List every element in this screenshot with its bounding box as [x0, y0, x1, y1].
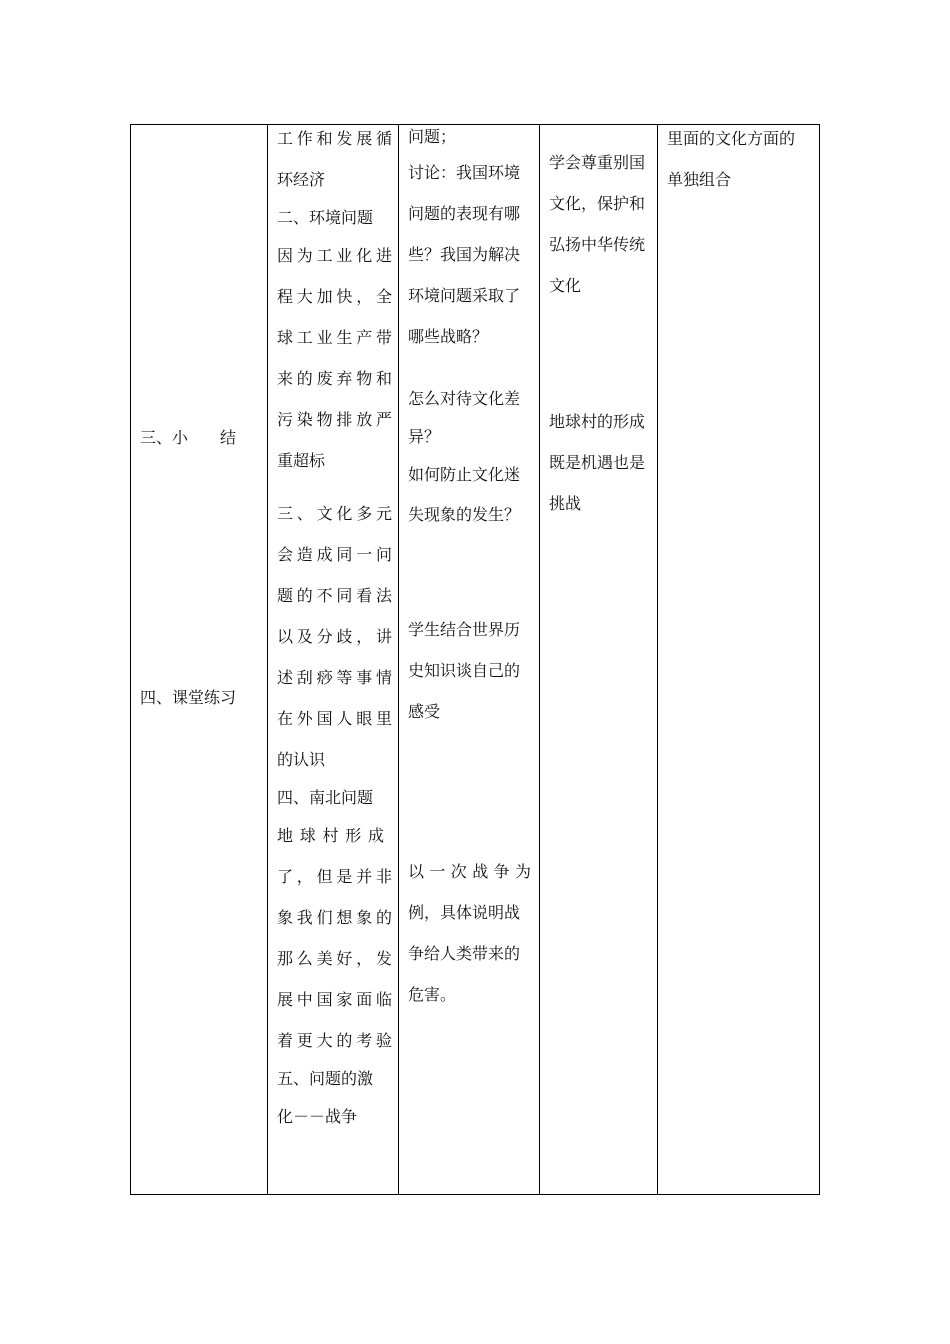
goal-line: 既是机遇也是: [549, 453, 646, 472]
content-line: 五、问题的激: [277, 1069, 374, 1088]
activity-line: 以一次战争为: [408, 862, 531, 881]
activity-block-3: [408, 609, 531, 732]
content-line: 球工业生产带: [277, 328, 392, 347]
goal-block-1: [549, 142, 651, 306]
content-line: 三、文化多元: [277, 504, 392, 523]
content-line: 着更大的考验: [277, 1031, 392, 1050]
content-line: 了，但是并非: [277, 867, 392, 886]
activity-line: 异？: [408, 427, 441, 446]
content-line: 展中国家面临: [277, 990, 392, 1009]
content-line: 环经济: [277, 170, 326, 189]
content-line: 污染物排放严: [277, 410, 392, 429]
notes-block: [667, 118, 815, 200]
activity-line: 如何防止文化迷: [408, 465, 521, 484]
goal-line: 地球村的形成: [549, 412, 646, 431]
notes-line: 里面的文化方面的: [667, 129, 796, 148]
goal-line: 文化，保护和: [549, 194, 646, 213]
activity-line: 问题；: [408, 127, 457, 146]
activity-line: 危害。: [408, 985, 457, 1004]
activity-line: 哪些战略？: [408, 327, 489, 346]
column-steps: [131, 125, 267, 1194]
activity-line: 问题的表现有哪: [408, 204, 521, 223]
content-line: 地球村形成: [277, 826, 384, 845]
content-line: 程大加快，全: [277, 287, 392, 306]
activity-line: 争给人类带来的: [408, 944, 521, 963]
lesson-plan-table: [130, 124, 820, 1195]
activity-line: 环境问题采取了: [408, 286, 521, 305]
content-line: 述刮痧等事情: [277, 668, 392, 687]
content-lines: [277, 118, 392, 1137]
content-line: 二、环境问题: [277, 208, 374, 227]
column-goals: [540, 125, 657, 1194]
goal-line: 弘扬中华传统: [549, 235, 646, 254]
content-line: 会造成同一问: [277, 545, 392, 564]
content-line: 在外国人眼里: [277, 709, 392, 728]
content-line: 化－－战争: [277, 1107, 358, 1126]
column-notes: [658, 125, 819, 1194]
column-activities: [399, 125, 539, 1194]
activity-line: 讨论：我国环境: [408, 163, 521, 182]
goal-line: 学会尊重别国: [549, 153, 646, 172]
goal-line: 文化: [549, 276, 582, 295]
activity-line: 怎么对待文化差: [408, 389, 521, 408]
content-line: 以及分歧，讲: [277, 627, 392, 646]
content-line: 四、南北问题: [277, 788, 374, 807]
notes-line: 单独组合: [667, 170, 732, 189]
content-line: 重超标: [277, 451, 326, 470]
activity-line: 些？我国为解决: [408, 245, 521, 264]
content-line: 因为工业化进: [277, 246, 392, 265]
content-line: 工作和发展循: [277, 129, 392, 148]
activity-line: 学生结合世界历: [408, 620, 521, 639]
column-content: [268, 125, 398, 1194]
activity-line: 失现象的发生？: [408, 505, 521, 524]
goal-line: 挑战: [549, 494, 582, 513]
activity-line: 例，具体说明战: [408, 903, 521, 922]
activity-block-1: [408, 122, 531, 357]
activity-line: 史知识谈自己的: [408, 661, 521, 680]
content-line: 来的废弃物和: [277, 369, 392, 388]
step-summary: 三、小 结: [140, 428, 237, 447]
content-line: 象我们想象的: [277, 908, 392, 927]
goal-block-2: [549, 401, 651, 524]
content-line: 那么美好，发: [277, 949, 392, 968]
activity-block-4: [408, 851, 531, 1015]
activity-line: 感受: [408, 702, 441, 721]
content-line: 的认识: [277, 750, 326, 769]
activity-block-2: [408, 379, 531, 535]
step-practice: 四、课堂练习: [140, 688, 237, 707]
content-line: 题的不同看法: [277, 586, 392, 605]
